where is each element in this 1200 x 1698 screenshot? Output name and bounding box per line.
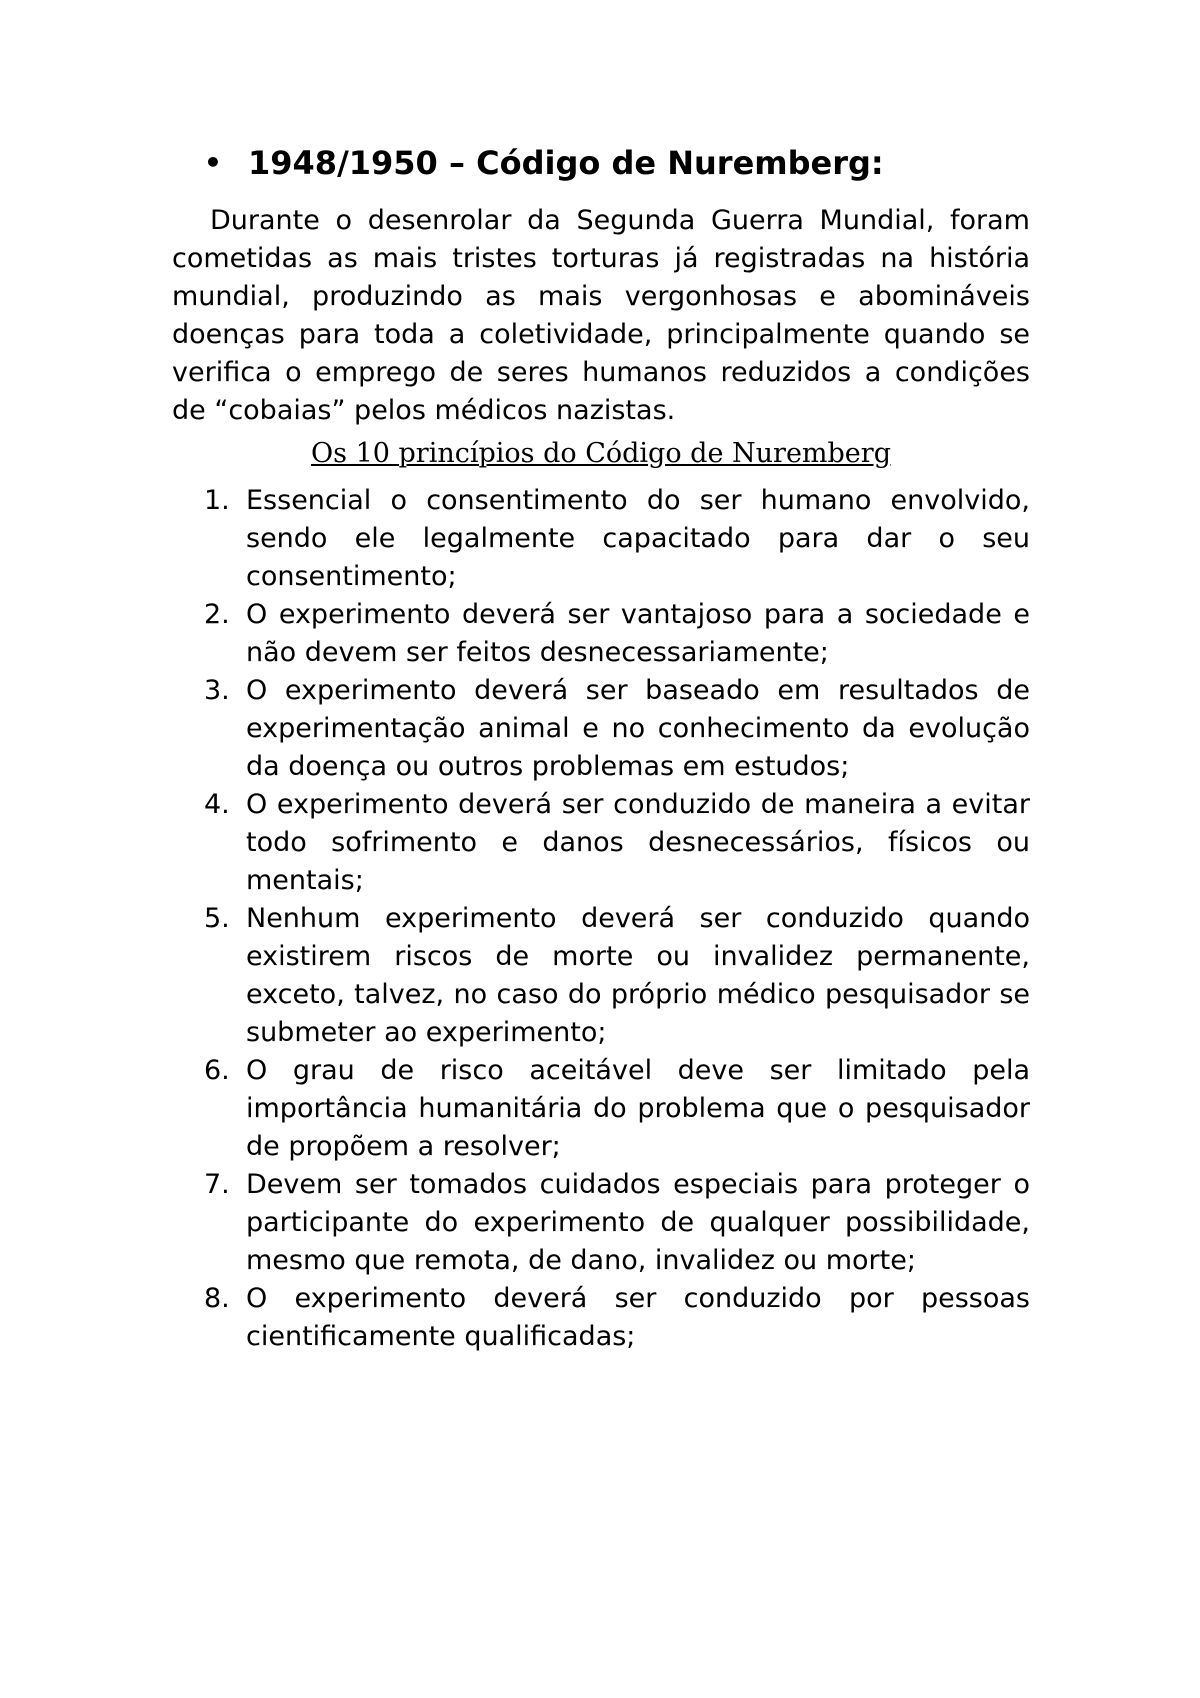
principle-number: 1. xyxy=(204,485,230,516)
principle-item-3 xyxy=(172,672,1030,786)
principle-item-2 xyxy=(172,596,1030,672)
document-page xyxy=(172,140,1030,1356)
principle-text: Devem ser tomados cuidados especiais para proteger o participante do experimento de qualquer possibilidade, mesmo que remota, de dano, invalidez ou morte; xyxy=(246,1169,1030,1276)
section-heading xyxy=(172,140,1030,186)
principles-title: Os 10 princípios do Código de Nuremberg xyxy=(311,438,891,469)
principle-number: 5. xyxy=(204,903,230,934)
principle-text: O experimento deverá ser conduzido de maneira a evitar todo sofrimento e danos desnecessários, físicos ou mentais; xyxy=(246,789,1030,896)
principle-number: 7. xyxy=(204,1169,230,1200)
principle-item-5 xyxy=(172,900,1030,1052)
section-heading-text: 1948/1950 – Código de Nuremberg: xyxy=(248,144,884,182)
principle-item-6 xyxy=(172,1052,1030,1166)
principles-list xyxy=(172,482,1030,1356)
intro-paragraph: Durante o desenrolar da Segunda Guerra Mundial, foram cometidas as mais tristes torturas já registradas na história mundial, produzindo as mais vergonhosas e abomináveis doenças para toda a coletividade, principalmente quando se verifica o emprego de seres humanos reduzidos a condições de “cobaias” pelos médicos nazistas. xyxy=(172,205,1030,426)
principle-text: O experimento deverá ser vantajoso para a sociedade e não devem ser feitos desnecessariamente; xyxy=(246,599,1030,668)
principle-number: 8. xyxy=(204,1283,230,1314)
principle-item-7 xyxy=(172,1166,1030,1280)
principle-item-1 xyxy=(172,482,1030,596)
principle-text: Nenhum experimento deverá ser conduzido quando existirem riscos de morte ou invalidez permanente, exceto, talvez, no caso do próprio médico pesquisador se submeter ao experimento; xyxy=(246,903,1030,1048)
principle-text: Essencial o consentimento do ser humano envolvido, sendo ele legalmente capacitado para dar o seu consentimento; xyxy=(246,485,1030,592)
principle-text: O grau de risco aceitável deve ser limitado pela importância humanitária do problema que o pesquisador de propõem a resolver; xyxy=(246,1055,1030,1162)
principle-text: O experimento deverá ser baseado em resultados de experimentação animal e no conhecimento da evolução da doença ou outros problemas em estudos; xyxy=(246,675,1030,782)
principle-item-8 xyxy=(172,1280,1030,1356)
principle-item-4 xyxy=(172,786,1030,900)
bullet-icon: • xyxy=(204,146,222,179)
principle-number: 6. xyxy=(204,1055,230,1086)
principle-number: 2. xyxy=(204,599,230,630)
principle-text: O experimento deverá ser conduzido por pessoas cientificamente qualificadas; xyxy=(246,1283,1030,1352)
principle-number: 3. xyxy=(204,675,230,706)
principle-number: 4. xyxy=(204,789,230,820)
